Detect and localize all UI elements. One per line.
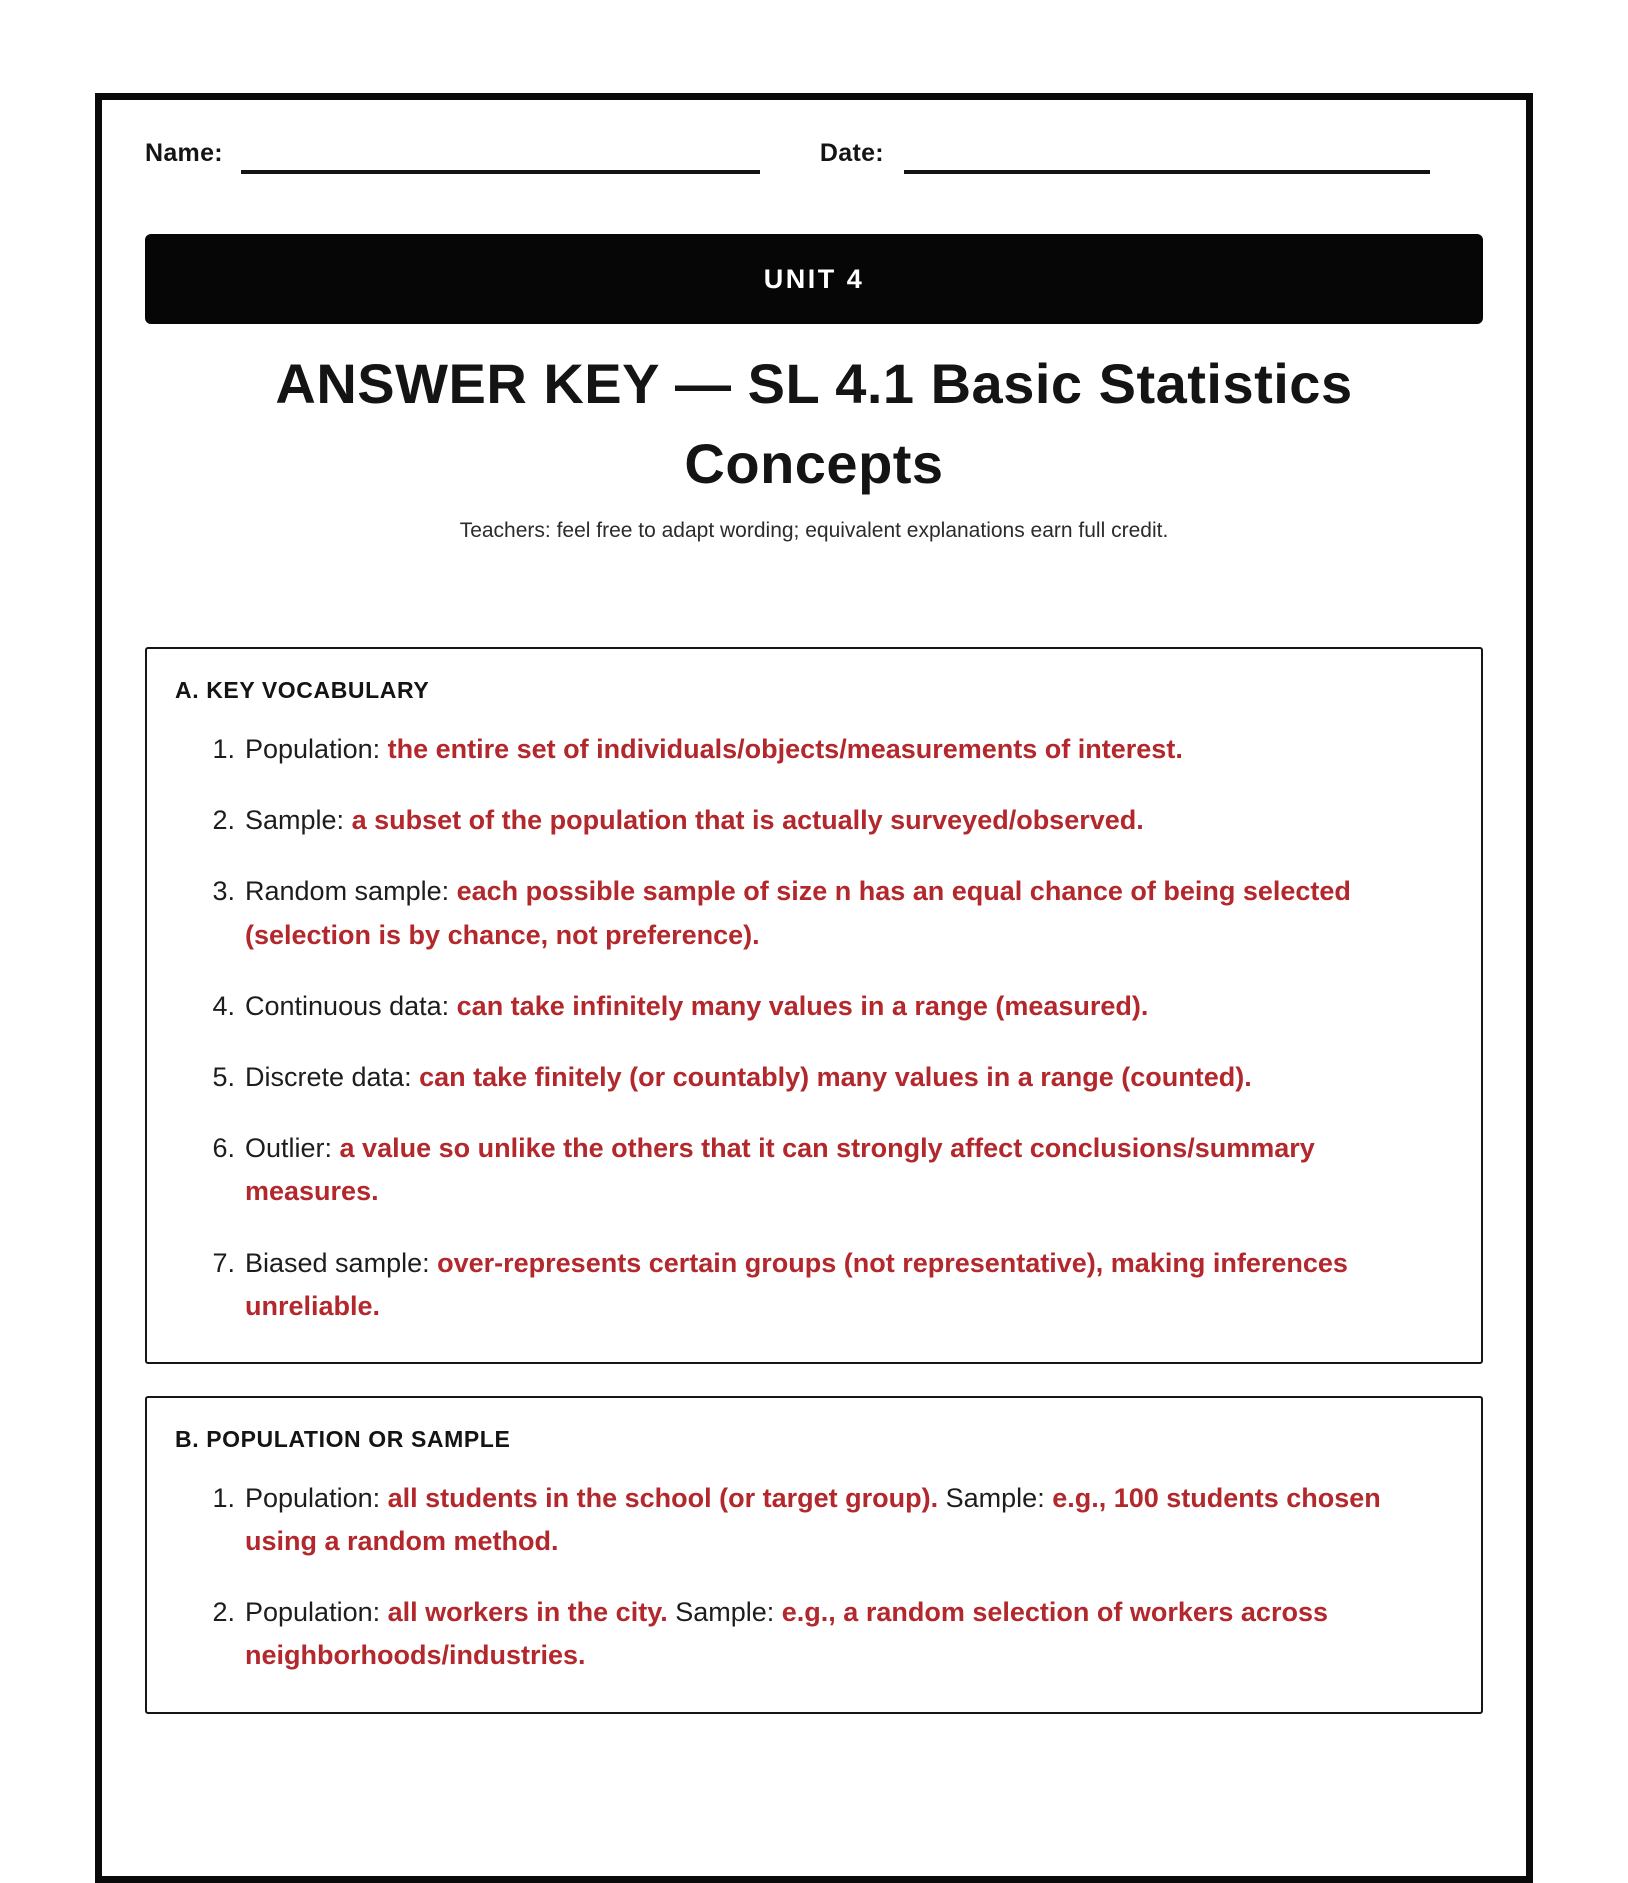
answers-list (175, 1477, 1451, 1678)
unit-banner (145, 234, 1483, 324)
item-number: 5. (212, 1061, 235, 1092)
item-number: 6. (212, 1133, 235, 1164)
list-item (201, 1127, 1451, 1213)
answers-list (175, 728, 1451, 1328)
header-fields-row (145, 126, 1483, 174)
answer-text: the entire set of individuals/objects/measurements of interest. (387, 734, 1183, 765)
answer-text: a subset of the population that is actually surveyed/observed. (351, 805, 1144, 836)
date-blank-line (904, 136, 1430, 174)
section-key-vocabulary (145, 647, 1483, 1364)
page-title: ANSWER KEY — SL 4.1 Basic Statistics Concepts (275, 352, 1353, 495)
answer-text: e.g., a random selection of workers across neighborhoods/industries. (245, 1597, 1328, 1671)
answer-text: a value so unlike the others that it can strongly affect conclusions/summary measures. (245, 1133, 1315, 1207)
date-label: Date: (819, 139, 884, 167)
term-text: Sample: (245, 805, 352, 836)
item-number: 2. (212, 805, 235, 836)
term-text: Population: (245, 1482, 388, 1513)
name-label: Name: (145, 139, 223, 167)
name-field (145, 136, 760, 174)
answer-text: can take infinitely many values in a range (measured). (456, 990, 1149, 1021)
item-number: 2. (212, 1597, 235, 1628)
date-field (820, 136, 1430, 174)
section-heading: A. KEY VOCABULARY (175, 677, 430, 704)
worksheet-page (95, 93, 1533, 1883)
answer-text: each possible sample of size n has an equal chance of being selected (selection is by chance, not preference). (245, 876, 1351, 950)
item-number: 3. (212, 876, 235, 907)
name-blank-line (241, 136, 760, 174)
answer-text: can take finitely (or countably) many values in a range (counted). (419, 1061, 1252, 1092)
term-text: Continuous data: (245, 990, 457, 1021)
term-text: Population: (245, 734, 388, 765)
item-number: 1. (212, 734, 235, 765)
list-item (201, 1591, 1451, 1677)
term-text: Population: (245, 1597, 388, 1628)
list-item (201, 1477, 1451, 1563)
answer-text: all students in the school (or target group). (387, 1482, 939, 1513)
term-text: Sample: (938, 1482, 1053, 1513)
item-number: 7. (212, 1247, 235, 1278)
answer-text: e.g., 100 students chosen using a random method. (245, 1482, 1381, 1557)
answer-text: all workers in the city. (387, 1597, 668, 1628)
list-item (201, 799, 1451, 842)
term-text: Random sample: (245, 876, 457, 907)
teacher-note: Teachers: feel free to adapt wording; equivalent explanations earn full credit. (459, 519, 1169, 543)
list-item (201, 870, 1451, 956)
term-text: Discrete data: (245, 1061, 420, 1092)
list-item (201, 1242, 1451, 1328)
term-text: Biased sample: (245, 1247, 438, 1278)
section-population-or-sample (145, 1396, 1483, 1714)
term-text: Sample: (667, 1597, 782, 1628)
unit-banner-label: UNIT 4 (763, 263, 865, 294)
term-text: Outlier: (245, 1133, 340, 1164)
list-item (201, 985, 1451, 1028)
section-heading: B. POPULATION OR SAMPLE (175, 1425, 511, 1452)
list-item (201, 1056, 1451, 1099)
item-number: 4. (212, 990, 235, 1021)
answer-text: over-represents certain groups (not representative), making inferences unreliable. (245, 1247, 1348, 1321)
list-item (201, 728, 1451, 771)
item-number: 1. (212, 1482, 235, 1513)
